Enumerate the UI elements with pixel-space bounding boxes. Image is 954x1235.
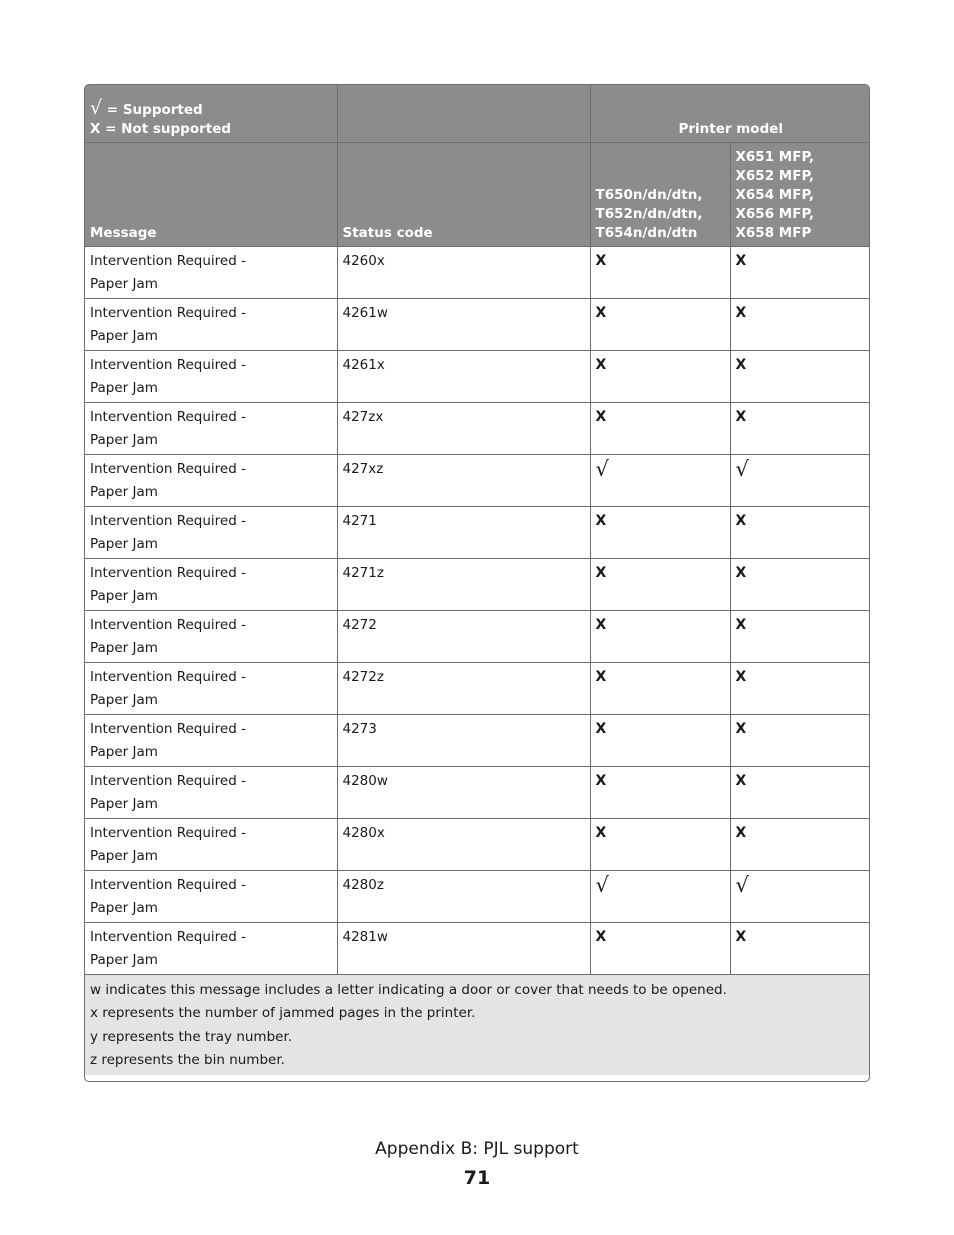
model-t650-column-header — [590, 143, 730, 247]
support-cell-t650 — [590, 611, 730, 663]
support-cell-x65x — [730, 507, 870, 559]
message-line: Intervention Required - — [90, 305, 246, 321]
check-mark-icon: √ — [595, 873, 609, 897]
message-line: Paper Jam — [90, 744, 158, 760]
not-supported-mark: X — [735, 253, 747, 269]
table-row — [85, 403, 870, 455]
status-code-cell: 4280x — [337, 819, 590, 871]
table-row — [85, 351, 870, 403]
message-column-header: Message — [85, 143, 337, 247]
model-x65x-column-header — [730, 143, 870, 247]
model-t652-line: T652n/dn/dtn, — [595, 206, 703, 222]
message-cell — [85, 559, 337, 611]
message-line: Intervention Required - — [90, 877, 246, 893]
printer-message-table-container — [84, 84, 870, 1082]
table-row — [85, 247, 870, 299]
message-line: Paper Jam — [90, 952, 158, 968]
status-code-cell: 4261x — [337, 351, 590, 403]
check-mark-icon: √ — [735, 457, 749, 481]
message-cell — [85, 299, 337, 351]
not-supported-mark: X — [595, 409, 607, 425]
model-t654-line: T654n/dn/dtn — [595, 225, 698, 241]
footnote-y: y represents the tray number. — [90, 1028, 293, 1045]
not-supported-mark: X — [735, 617, 747, 633]
message-cell — [85, 923, 337, 975]
footer-section-title: Appendix B: PJL support — [375, 1139, 579, 1159]
status-code-cell: 4261w — [337, 299, 590, 351]
message-line: Paper Jam — [90, 276, 158, 292]
status-code-cell: 4271z — [337, 559, 590, 611]
footnote-cell — [85, 975, 870, 1076]
printer-message-support-table — [85, 85, 870, 1075]
status-code-cell: 4273 — [337, 715, 590, 767]
message-line: Intervention Required - — [90, 617, 246, 633]
table-header — [85, 85, 870, 247]
table-row — [85, 923, 870, 975]
table-row — [85, 715, 870, 767]
legend-supported — [90, 99, 332, 120]
model-t650-line: T650n/dn/dtn, — [595, 187, 703, 203]
not-supported-mark: X — [595, 253, 607, 269]
message-line: Paper Jam — [90, 380, 158, 396]
message-line: Intervention Required - — [90, 669, 246, 685]
support-cell-t650 — [590, 663, 730, 715]
message-line: Paper Jam — [90, 328, 158, 344]
support-cell-x65x — [730, 715, 870, 767]
message-line: Paper Jam — [90, 588, 158, 604]
not-supported-mark: X — [735, 773, 747, 789]
support-cell-x65x — [730, 611, 870, 663]
table-body — [85, 247, 870, 975]
message-line: Intervention Required - — [90, 513, 246, 529]
message-cell — [85, 455, 337, 507]
footnote-x: x represents the number of jammed pages in the printer. — [90, 1005, 476, 1022]
not-supported-mark: X — [735, 669, 747, 685]
not-supported-mark: X — [735, 513, 747, 529]
not-supported-mark: X — [595, 929, 607, 945]
support-cell-t650 — [590, 247, 730, 299]
message-cell — [85, 819, 337, 871]
support-cell-t650 — [590, 767, 730, 819]
legend-not-supported: X = Not supported — [90, 121, 232, 137]
not-supported-mark: X — [735, 565, 747, 581]
check-mark-icon: √ — [595, 457, 609, 481]
legend-supported-label: = Supported — [102, 102, 203, 118]
status-code-cell: 4281w — [337, 923, 590, 975]
support-cell-x65x — [730, 663, 870, 715]
message-line: Paper Jam — [90, 848, 158, 864]
status-code-cell: 427zx — [337, 403, 590, 455]
message-line: Paper Jam — [90, 796, 158, 812]
message-cell — [85, 403, 337, 455]
not-supported-mark: X — [735, 825, 747, 841]
table-row — [85, 871, 870, 923]
support-cell-x65x — [730, 923, 870, 975]
not-supported-mark: X — [595, 773, 607, 789]
model-x656-line: X656 MFP, — [735, 206, 814, 222]
message-cell — [85, 351, 337, 403]
support-cell-x65x — [730, 299, 870, 351]
message-cell — [85, 767, 337, 819]
status-code-cell: 4280w — [337, 767, 590, 819]
support-cell-x65x — [730, 351, 870, 403]
not-supported-mark: X — [595, 357, 607, 373]
support-cell-x65x — [730, 819, 870, 871]
not-supported-mark: X — [735, 929, 747, 945]
not-supported-mark: X — [595, 617, 607, 633]
not-supported-mark: X — [735, 305, 747, 321]
message-cell — [85, 611, 337, 663]
message-line: Intervention Required - — [90, 357, 246, 373]
status-code-cell: 4272z — [337, 663, 590, 715]
message-line: Paper Jam — [90, 536, 158, 552]
legend-cell — [85, 85, 337, 143]
not-supported-mark: X — [595, 669, 607, 685]
header-row-columns — [85, 143, 870, 247]
table-row — [85, 663, 870, 715]
message-line: Paper Jam — [90, 900, 158, 916]
message-cell — [85, 663, 337, 715]
not-supported-mark: X — [735, 721, 747, 737]
printer-model-group-header: Printer model — [590, 85, 870, 143]
support-cell-t650 — [590, 351, 730, 403]
not-supported-mark: X — [595, 721, 607, 737]
header-empty-cell — [337, 85, 590, 143]
message-line: Intervention Required - — [90, 461, 246, 477]
support-cell-t650 — [590, 403, 730, 455]
table-row — [85, 611, 870, 663]
message-line: Paper Jam — [90, 640, 158, 656]
not-supported-mark: X — [735, 357, 747, 373]
message-cell — [85, 507, 337, 559]
message-cell — [85, 871, 337, 923]
message-line: Intervention Required - — [90, 565, 246, 581]
status-code-cell: 4260x — [337, 247, 590, 299]
footnote-row — [85, 975, 870, 1076]
table-row — [85, 455, 870, 507]
message-cell — [85, 715, 337, 767]
support-cell-x65x — [730, 559, 870, 611]
support-cell-t650 — [590, 715, 730, 767]
message-line: Intervention Required - — [90, 721, 246, 737]
support-cell-x65x — [730, 871, 870, 923]
table-footnotes — [85, 975, 870, 1076]
table-row — [85, 559, 870, 611]
not-supported-mark: X — [595, 513, 607, 529]
model-x652-line: X652 MFP, — [735, 168, 814, 184]
check-mark-icon: √ — [735, 873, 749, 897]
support-cell-t650 — [590, 559, 730, 611]
table-row — [85, 507, 870, 559]
check-mark-icon: √ — [90, 97, 103, 119]
support-cell-x65x — [730, 767, 870, 819]
message-line: Intervention Required - — [90, 825, 246, 841]
status-code-cell: 4272 — [337, 611, 590, 663]
support-cell-t650 — [590, 871, 730, 923]
status-code-column-header: Status code — [337, 143, 590, 247]
support-cell-t650 — [590, 299, 730, 351]
footnote-z: z represents the bin number. — [90, 1051, 285, 1068]
not-supported-mark: X — [595, 565, 607, 581]
support-cell-t650 — [590, 455, 730, 507]
support-cell-t650 — [590, 507, 730, 559]
support-cell-t650 — [590, 923, 730, 975]
message-line: Paper Jam — [90, 484, 158, 500]
footnote-w: w indicates this message includes a letter indicating a door or cover that needs to be opened. — [90, 982, 727, 998]
message-line: Paper Jam — [90, 432, 158, 448]
message-line: Intervention Required - — [90, 409, 246, 425]
table-row — [85, 299, 870, 351]
table-row — [85, 767, 870, 819]
not-supported-mark: X — [595, 305, 607, 321]
status-code-cell: 4271 — [337, 507, 590, 559]
status-code-cell: 427xz — [337, 455, 590, 507]
support-cell-x65x — [730, 455, 870, 507]
message-line: Intervention Required - — [90, 253, 246, 269]
message-line: Intervention Required - — [90, 773, 246, 789]
model-x651-line: X651 MFP, — [735, 149, 814, 165]
support-cell-x65x — [730, 403, 870, 455]
support-cell-x65x — [730, 247, 870, 299]
status-code-cell: 4280z — [337, 871, 590, 923]
table-row — [85, 819, 870, 871]
model-x654-line: X654 MFP, — [735, 187, 814, 203]
message-line: Paper Jam — [90, 692, 158, 708]
model-x658-line: X658 MFP — [735, 225, 812, 241]
message-line: Intervention Required - — [90, 929, 246, 945]
support-cell-t650 — [590, 819, 730, 871]
not-supported-mark: X — [735, 409, 747, 425]
not-supported-mark: X — [595, 825, 607, 841]
header-row-legend — [85, 85, 870, 143]
message-cell — [85, 247, 337, 299]
footer-page-number: 71 — [463, 1167, 491, 1189]
